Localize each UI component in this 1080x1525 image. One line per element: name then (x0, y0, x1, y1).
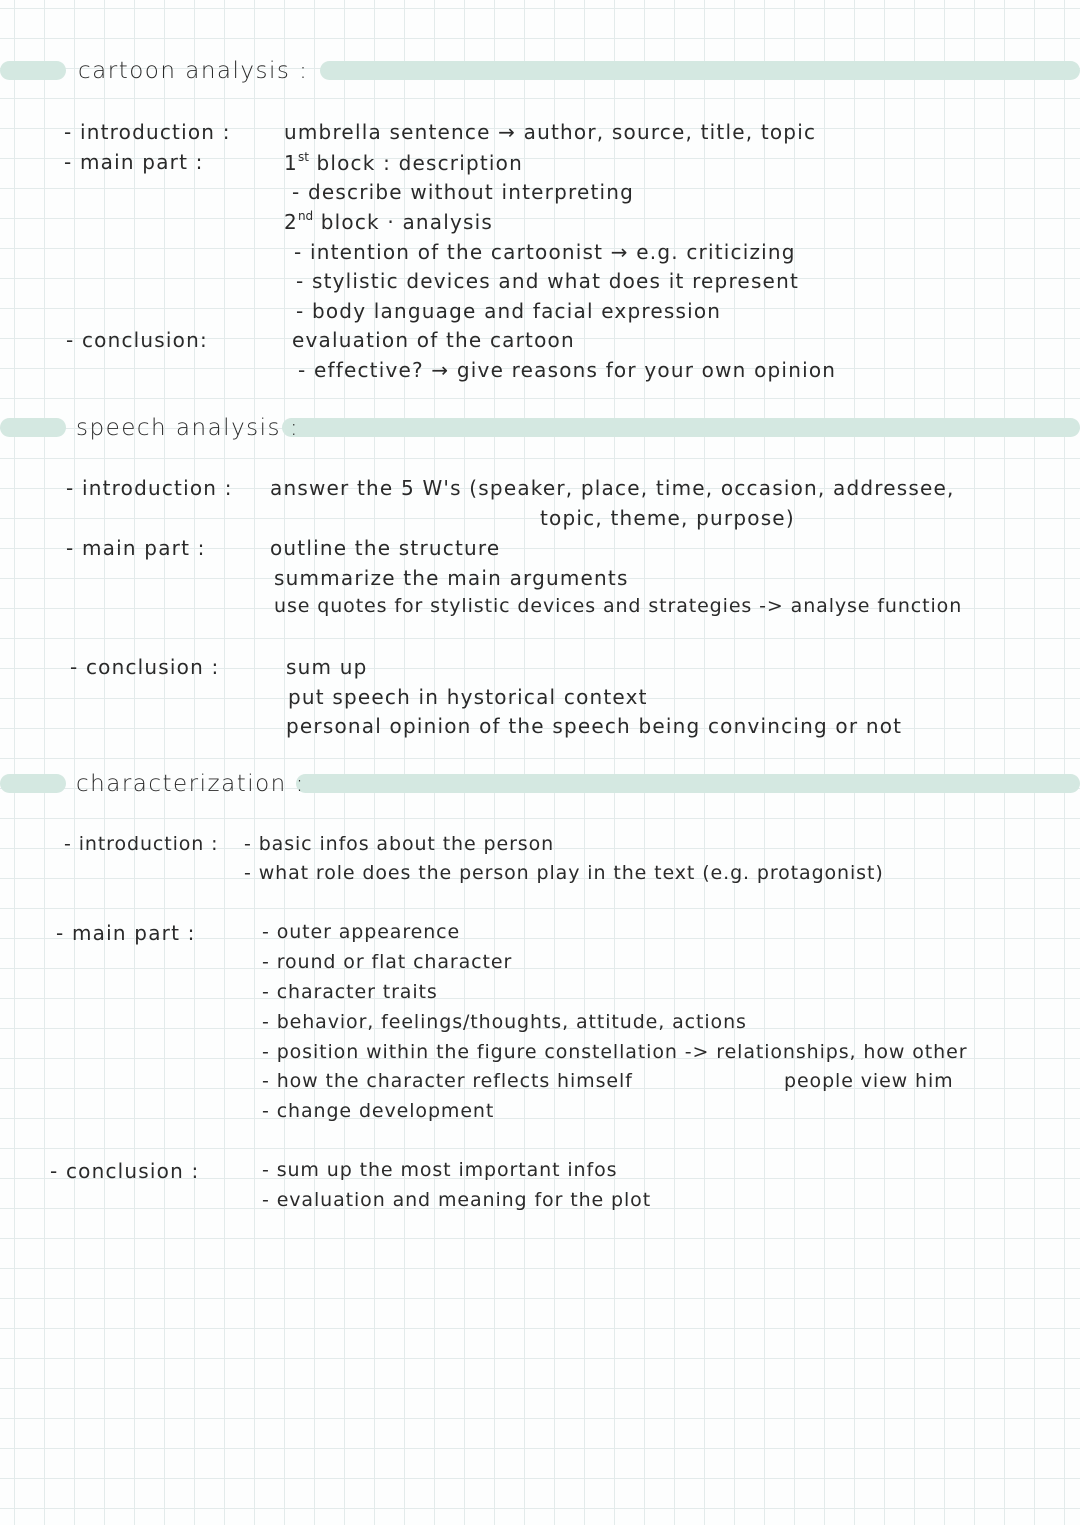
character-main-item: - outer appearence (262, 921, 461, 943)
speech-main-item: summarize the main arguments (274, 566, 629, 590)
speech-main-item: use quotes for stylistic devices and strategies -> analyse function (274, 595, 963, 617)
heading-bar-left (0, 418, 66, 437)
cartoon-heading: cartoon analysis : (78, 58, 309, 84)
cartoon-block2-item: - body language and facial expression (296, 299, 722, 323)
speech-intro-line2: topic, theme, purpose) (540, 506, 795, 530)
block2-number: 2 (284, 210, 298, 234)
character-conclusion-item: - sum up the most important infos (262, 1159, 618, 1181)
block1-text: block : description (316, 151, 523, 175)
heading-bar-right (320, 61, 1080, 80)
character-intro-item: - basic infos about the person (244, 833, 555, 855)
speech-conclusion-item: personal opinion of the speech being convincing or not (286, 714, 903, 738)
character-heading: characterization : (76, 771, 305, 797)
speech-main-item: outline the structure (270, 536, 501, 560)
character-intro-item: - what role does the person play in the text (e.g. protagonist) (244, 862, 884, 884)
heading-bar-left (0, 61, 66, 80)
speech-conclusion-label: - conclusion : (70, 655, 220, 679)
character-main-extra: people view him (784, 1070, 954, 1092)
cartoon-intro-text: umbrella sentence → author, source, title, topic (284, 120, 817, 144)
character-conclusion-label: - conclusion : (50, 1159, 200, 1183)
cartoon-main-label: - main part : (64, 150, 204, 174)
speech-conclusion-item: put speech in hystorical context (288, 685, 648, 709)
speech-main-label: - main part : (66, 536, 206, 560)
heading-bar-right (282, 418, 1080, 437)
cartoon-conclusion-text: evaluation of the cartoon (292, 328, 575, 352)
character-conclusion-item: - evaluation and meaning for the plot (262, 1189, 652, 1211)
cartoon-block2-item: - stylistic devices and what does it represent (296, 269, 799, 293)
cartoon-block2-item: - intention of the cartoonist → e.g. criticizing (294, 240, 796, 264)
cartoon-block1-item: - describe without interpreting (292, 180, 635, 204)
character-main-item: - how the character reflects himself (262, 1070, 633, 1092)
cartoon-conclusion-label: - conclusion: (66, 328, 208, 352)
block2-superscript: nd (297, 209, 314, 223)
character-main-item: - character traits (262, 981, 438, 1003)
block2-text: block · analysis (320, 210, 494, 234)
character-main-item: - position within the figure constellation -> relationships, how other (262, 1041, 968, 1063)
character-main-item: - change development (262, 1100, 495, 1122)
heading-bar-left (0, 774, 66, 793)
character-main-item: - behavior, feelings/thoughts, attitude, actions (262, 1011, 747, 1033)
speech-heading: speech analysis : (76, 415, 300, 441)
character-main-item: - round or flat character (262, 951, 513, 973)
speech-conclusion-item: sum up (286, 655, 368, 679)
speech-intro-label: - introduction : (66, 476, 233, 500)
character-main-label: - main part : (56, 921, 196, 945)
cartoon-intro-label: - introduction : (64, 120, 231, 144)
cartoon-block1 (284, 150, 523, 175)
character-intro-label: - introduction : (64, 833, 219, 855)
speech-intro-line1: answer the 5 W's (speaker, place, time, occasion, addressee, (270, 476, 955, 500)
cartoon-block2 (284, 209, 493, 234)
block1-superscript: st (297, 150, 309, 164)
heading-bar-right (296, 774, 1080, 793)
cartoon-conclusion-item: - effective? → give reasons for your own opinion (298, 358, 837, 382)
block1-number: 1 (284, 151, 298, 175)
